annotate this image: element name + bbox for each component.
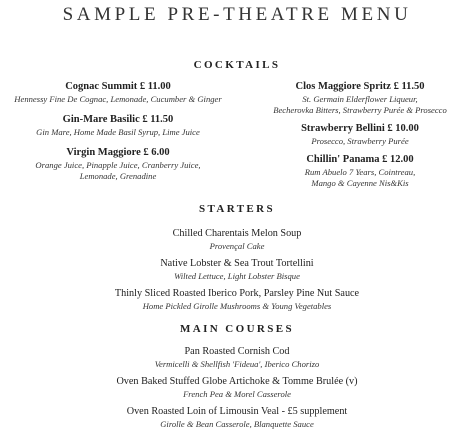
cocktail-description: Rum Abuelo 7 Years, Cointreau,: [304, 167, 416, 177]
cocktail-item: [2, 146, 234, 182]
starter-description: Home Pickled Girolle Mushrooms & Young Vegetables: [142, 301, 332, 311]
starter-item: [0, 257, 474, 282]
main-course-item: [0, 375, 474, 400]
main-course-name: Pan Roasted Cornish Cod: [184, 346, 290, 357]
cocktail-description: St. Germain Elderflower Liqueur,: [302, 94, 418, 104]
cocktail-name: Chillin' Panama £ 12.00: [306, 154, 414, 165]
main-course-item: [0, 345, 474, 370]
main-course-name: Oven Roasted Loin of Limousin Veal - £5 supplement: [126, 406, 348, 417]
cocktail-name: Cognac Summit £ 11.00: [65, 81, 171, 92]
cocktail-name: Clos Maggiore Spritz £ 11.50: [295, 81, 425, 92]
starters-list: [0, 227, 474, 317]
cocktail-description: Orange Juice, Pinapple Juice, Cranberry Juice,: [35, 160, 201, 170]
starter-description: Wilted Lettuce, Light Lobster Bisque: [174, 271, 300, 281]
starter-item: [0, 287, 474, 312]
main-course-item: [0, 405, 474, 430]
cocktail-description: Prosecco, Strawberry Purée: [311, 136, 409, 146]
menu-title: SAMPLE PRE-THEATRE MENU: [62, 4, 412, 25]
starters-heading: STARTERS: [198, 203, 276, 215]
starter-name: Native Lobster & Sea Trout Tortellini: [160, 258, 314, 269]
main-courses-heading: MAIN COURSES: [179, 323, 295, 335]
cocktail-name: Gin-Mare Basilic £ 11.50: [62, 114, 174, 125]
main-courses-list: [0, 345, 474, 435]
starter-item: [0, 227, 474, 252]
main-course-name: Oven Baked Stuffed Globe Artichoke & Tomme Brulée (v): [116, 376, 358, 387]
cocktail-item: [248, 80, 472, 116]
cocktail-description: Lemonade, Grenadine: [79, 171, 157, 181]
cocktail-description: Mango & Cayenne Nis&Kis: [311, 178, 409, 188]
cocktail-description: Gin Mare, Home Made Basil Syrup, Lime Juice: [36, 127, 200, 137]
main-course-description: Vermicelli & Shellfish 'Fideua', Iberico Chorizo: [154, 359, 320, 369]
cocktails-left-column: [2, 80, 234, 188]
main-course-description: French Pea & Morel Casserole: [183, 389, 291, 399]
cocktail-item: [2, 80, 234, 105]
starter-name: Chilled Charentais Melon Soup: [172, 228, 302, 239]
cocktails-right-column: [248, 80, 472, 195]
cocktail-name: Virgin Maggiore £ 6.00: [66, 147, 170, 158]
cocktail-description: Becherovka Bitters, Strawberry Purée & Prosecco: [273, 105, 447, 115]
cocktails-heading: COCKTAILS: [193, 59, 281, 71]
main-course-description: Girolle & Bean Casserole, Blanquette Sauce: [160, 419, 314, 429]
cocktail-name: Strawberry Bellini £ 10.00: [301, 123, 419, 134]
cocktail-item: [2, 113, 234, 138]
cocktail-item: [248, 122, 472, 147]
cocktail-item: [248, 153, 472, 189]
cocktail-description: Hennessy Fine De Cognac, Lemonade, Cucumber & Ginger: [14, 94, 222, 104]
starter-name: Thinly Sliced Roasted Iberico Pork, Parsley Pine Nut Sauce: [114, 288, 360, 299]
starter-description: Provençal Cake: [209, 241, 265, 251]
